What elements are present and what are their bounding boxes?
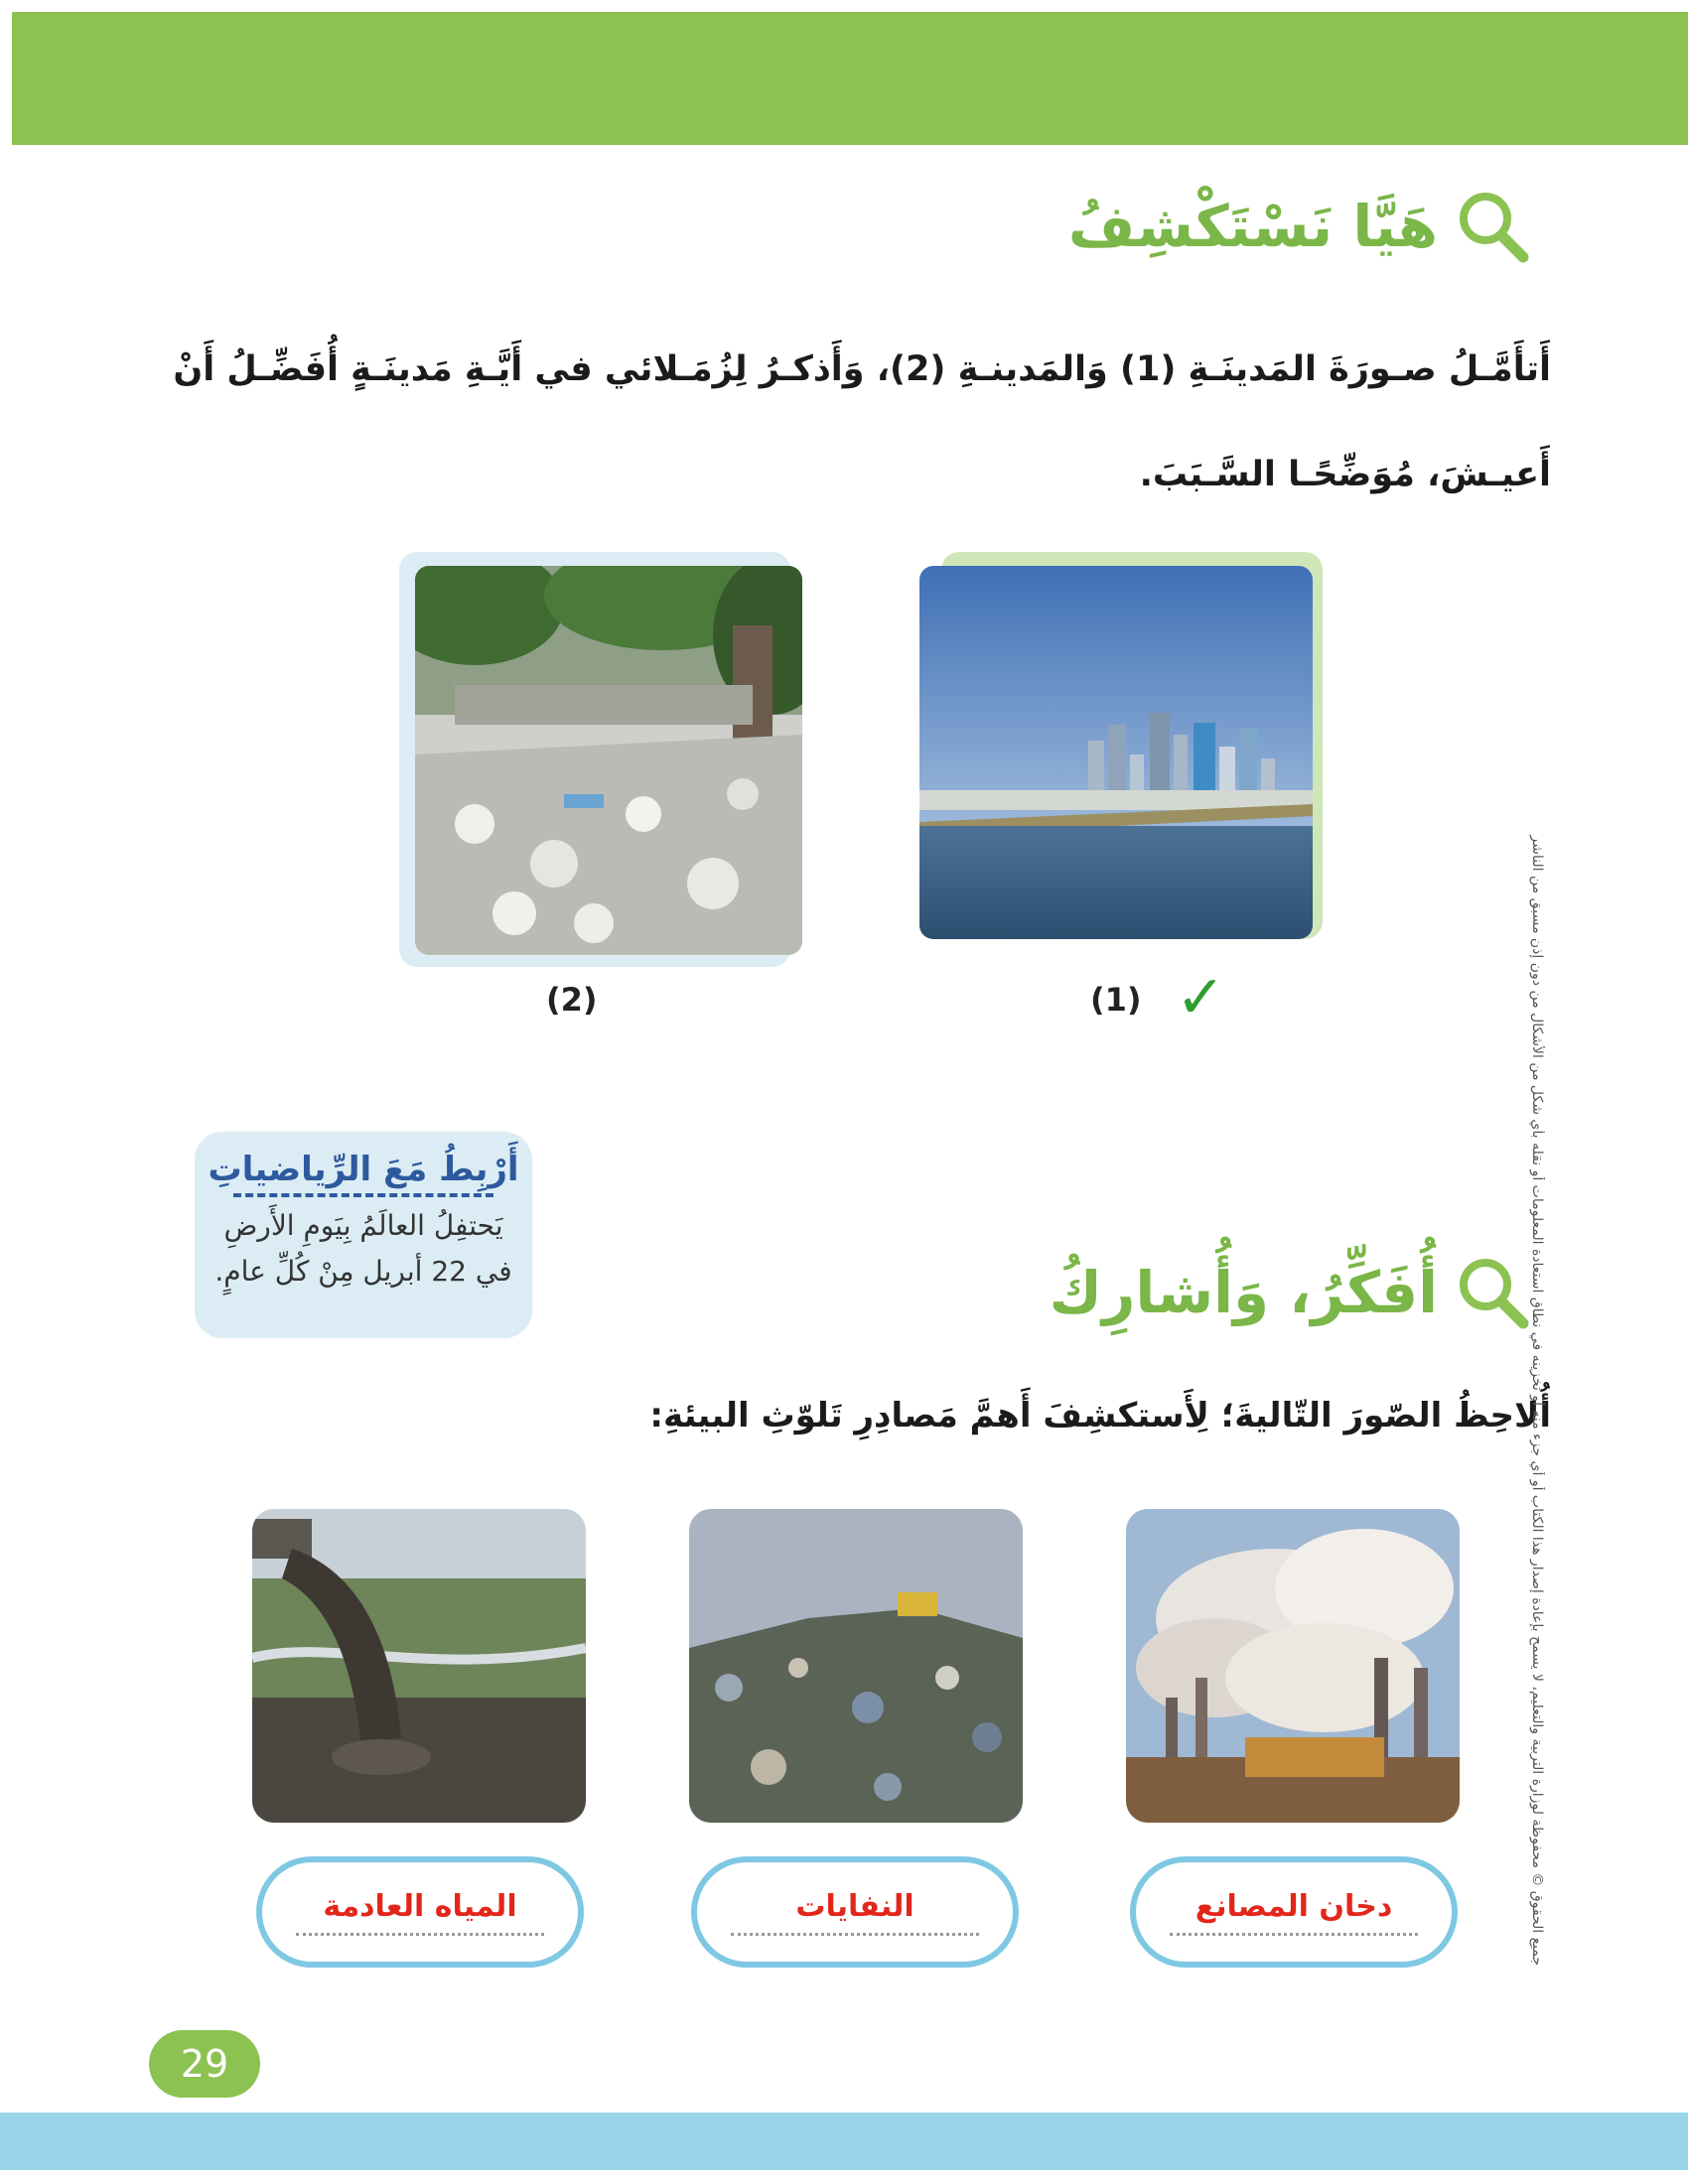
answer-text: النفايات [795,1888,914,1924]
page-number: 29 [149,2030,260,2098]
explore-instruction-line2: أَعيـشَ، مُوَضِّحًـا السَّـبَبَ. [1139,455,1551,494]
answer-field [1170,1889,1418,1936]
math-link-title: أَرْبِطُ مَعَ الرِّياضياتِ [208,1150,519,1189]
answer-text: دخان المصانع [1195,1888,1393,1924]
bottom-blue-bar [0,2113,1688,2170]
think-share-title: أُفَكِّرُ، وَأُشارِكُ [1049,1259,1438,1326]
explore-title: هَيَّا نَسْتَكْشِفُ [1067,193,1438,260]
factory-smoke-photo [1126,1509,1460,1823]
photo-caption-1: (1) [1090,981,1142,1019]
think-share-heading [1050,1253,1531,1332]
photo-caption-2: (2) [546,981,598,1019]
explore-instruction-line1: أَتأَمَّـلُ صـورَةَ المَدينَـةِ (1) وَالمَدينـةِ (2)، وَأَذكـرُ لِزُمَـلائي في أَيَّـةِ مَدينَـةٍ أُفَضِّـلُ أَنْ [173,349,1551,389]
math-link-line2: في 22 أبريل مِنْ كُلِّ عامٍ. [214,1255,512,1288]
math-link-divider [233,1193,493,1197]
magnifier-icon [1452,1253,1531,1332]
magnifier-icon [1452,187,1531,266]
sewage-photo [252,1509,586,1823]
city-photo-1 [919,566,1313,939]
think-share-instruction: أُلاحِظُ الصّورَ التّاليةَ؛ لِأَستكشِفَ أَهمَّ مَصادِرِ تَلوّثِ البيئةِ: [649,1396,1551,1435]
math-link-box [195,1132,532,1338]
math-link-line1: يَحتفِلُ العالَمُ بِيَومِ الأَرضِ [223,1209,503,1242]
answer-text: المياه العادمة [323,1888,517,1924]
street-photo-2 [415,566,802,955]
answer-field [731,1889,979,1936]
answer-pill-garbage[interactable] [691,1856,1019,1968]
copyright-side-note: جميع الحقوق © محفوظة لوزارة التربية والتعليم، لا يسمح بإعادة إصدار هذا الكتاب أو أي جزء منه أو تخزينه في نطاق استعادة المعلومات أو نقله بأي شكل من الأشكال من دون إذن مسبق من الناشر [1529,835,1545,1966]
answer-pill-factory-smoke[interactable] [1130,1856,1458,1968]
top-green-bar [12,12,1688,145]
answer-pill-sewage[interactable] [256,1856,584,1968]
explore-heading [1068,187,1531,266]
check-mark-icon: ✓ [1176,963,1226,1032]
garbage-photo [689,1509,1023,1823]
answer-field [296,1889,544,1936]
